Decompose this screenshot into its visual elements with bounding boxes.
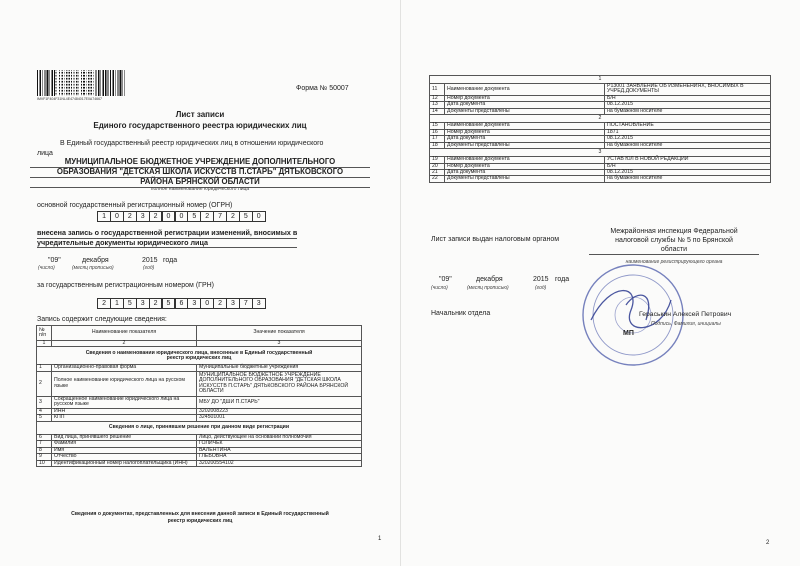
issue-date-cap-day: (число) [431, 285, 448, 291]
section-documents-title [30, 511, 370, 525]
row-value: Муниципальные бюджетные учреждения [197, 365, 362, 371]
info-table [36, 325, 362, 467]
ogrn-digit: 5 [239, 211, 253, 222]
grn-label: за государственным регистрационным номером (ГРН) [37, 282, 214, 289]
table-header-row [37, 326, 362, 341]
grn-digit: 2 [149, 298, 163, 309]
col-num-header: № п/п [37, 326, 52, 341]
row-num: 4 [37, 408, 52, 414]
row-value: Б/Н [605, 163, 771, 169]
record-text-line: учредительные документы юридического лица [37, 239, 297, 249]
section-documents-line: реестр юридических лиц [167, 517, 233, 524]
row-name: Имя [52, 447, 197, 453]
row-value: ПОСТАНОВЛЕНИЕ [605, 123, 771, 129]
section-title: Сведения о лице, принявшем решение при данном виде регистрации [37, 421, 362, 434]
row-num: 6 [37, 434, 52, 440]
ogrn-digit: 3 [136, 211, 150, 222]
row-value: на бумажном носителе [605, 142, 771, 148]
org-name [30, 158, 370, 188]
ogrn-digit: 7 [213, 211, 227, 222]
ogrn-digit: 2 [149, 211, 163, 222]
row-value: 324501001 [197, 415, 362, 421]
section-row [37, 347, 362, 365]
row-name: Документы представлены [445, 108, 605, 114]
row-num: 12 [430, 95, 445, 101]
row-value: 08.12.2015 [605, 136, 771, 142]
intro-line: В Единый государственный реестр юридических лиц в отношении юридического [60, 140, 324, 147]
row-value: УСТАВ ЮЛ В НОВОЙ РЕДАКЦИИ [605, 157, 771, 163]
page-number: 1 [378, 536, 382, 542]
row-name: Организационно-правовая форма [52, 365, 197, 371]
authority-line: Межрайонная инспекция Федеральной [610, 228, 738, 235]
page-right [400, 0, 800, 566]
row-value: ГЛЕБОВНА [197, 454, 362, 460]
ogrn-digit: 2 [123, 211, 137, 222]
row-value: МУНИЦИПАЛЬНОЕ БЮДЖЕТНОЕ УЧРЕЖДЕНИЕ ДОПОЛНИТЕЛЬНОГО ОБРАЗОВАНИЯ "ДЕТСКАЯ ШКОЛА ИСКУССТВ П.СТАРЬ" ДЯТЬКОВСКОГО РАЙОНА БРЯНСКОЙ ОБЛАСТИ [197, 371, 362, 396]
row-num: 5 [37, 415, 52, 421]
grn-digit: 2 [97, 298, 111, 309]
col-name-header: Наименование показателя [52, 326, 197, 341]
row-name: КПП [52, 415, 197, 421]
section-row [37, 421, 362, 434]
row-name: Номер документа [445, 95, 605, 101]
row-value: 08.12.2015 [605, 102, 771, 108]
row-num: 7 [37, 441, 52, 447]
col-index: 1 [37, 341, 52, 347]
row-name: Дата документа [445, 102, 605, 108]
row-value: на бумажном носителе [605, 108, 771, 114]
authority-caption: наименование регистрирующего органа [625, 259, 723, 265]
row-num: 9 [37, 454, 52, 460]
grn-digits [98, 298, 266, 309]
issued-label: Лист записи выдан налоговым органом [431, 236, 560, 243]
ogrn-digits [98, 211, 266, 222]
row-num: 18 [430, 142, 445, 148]
row-name: Сокращенное наименование юридического лица на русском языке [52, 396, 197, 408]
reg-date-year: 2015 [142, 257, 158, 264]
org-name-line: МУНИЦИПАЛЬНОЕ БЮДЖЕТНОЕ УЧРЕЖДЕНИЕ ДОПОЛНИТЕЛЬНОГО [30, 158, 370, 168]
row-name: Полное наименование юридического лица на русском языке [52, 371, 197, 396]
table-row [37, 460, 362, 466]
row-value: ВАЛЕНТИНА [197, 447, 362, 453]
grn-digit: 5 [162, 298, 176, 309]
row-name: Номер документа [445, 129, 605, 135]
org-name-line: РАЙОНА БРЯНСКОЙ ОБЛАСТИ [30, 178, 370, 188]
issue-date-cap-month: (месяц прописью) [467, 285, 509, 291]
row-num: 21 [430, 169, 445, 175]
authority-line: области [589, 246, 759, 256]
row-num: 22 [430, 176, 445, 182]
section-documents-line: Сведения о документах, представленных для внесения данной записи в Единый государственный [71, 511, 329, 517]
row-value: 08.12.2015 [605, 169, 771, 175]
table-row [37, 396, 362, 408]
record-text-line: внесена запись о государственной регистрации изменений, вносимых в [37, 228, 298, 237]
row-value: Б/Н [605, 95, 771, 101]
row-name: Дата документа [445, 169, 605, 175]
row-name: ИНН [52, 408, 197, 414]
row-value: 3202008223 [197, 408, 362, 414]
row-num: 17 [430, 136, 445, 142]
reg-date-cap-month: (месяц прописью) [72, 265, 114, 271]
intro-word: лица [37, 150, 53, 157]
grn-digit: 3 [187, 298, 201, 309]
ogrn-digit: 1 [97, 211, 111, 222]
row-num: 10 [37, 460, 52, 466]
group-number: 3 [430, 149, 771, 157]
org-name-caption: полное наименование юридического лица [150, 186, 250, 192]
row-num: 13 [430, 102, 445, 108]
row-name: Документы представлены [445, 176, 605, 182]
grn-digit: 6 [175, 298, 189, 309]
ogrn-digit: 0 [162, 211, 176, 222]
ogrn-digit: 0 [110, 211, 124, 222]
stamp-label: МП [623, 330, 634, 337]
issue-date-month: декабря [476, 276, 503, 283]
row-num: 3 [37, 396, 52, 408]
reg-date-day: "09" [48, 257, 61, 264]
row-name: Отчество [52, 454, 197, 460]
grn-digit: 0 [200, 298, 214, 309]
issue-date-suffix: года [555, 276, 570, 283]
group-number: 1 [430, 76, 771, 84]
section-title: Сведения о наименовании юридического лица, внесенные в Единый государственный реестр юридических лиц [37, 347, 362, 365]
reg-date-cap-day: (число) [38, 265, 55, 271]
issue-date-year: 2015 [533, 276, 549, 283]
reg-date-month: декабря [82, 257, 109, 264]
row-value: на бумажном носителе [605, 176, 771, 182]
row-num: 16 [430, 129, 445, 135]
grn-digit: 3 [226, 298, 240, 309]
doc-subtitle: Единого государственного реестра юридических лиц [93, 121, 307, 130]
table-row [430, 84, 771, 96]
barcode-image [37, 70, 125, 96]
contains-label: Запись содержит следующие сведения: [37, 316, 167, 323]
col-index: 3 [197, 341, 362, 347]
row-name: Дата документа [445, 136, 605, 142]
table-row [430, 176, 771, 182]
row-value: МБУ ДО "ДШИ П.СТАРЬ" [197, 396, 362, 408]
row-num: 1 [37, 365, 52, 371]
row-value: 320200554102 [197, 460, 362, 466]
row-value: ГОЛИЧЕК [197, 441, 362, 447]
row-name: Вид лица, принявшего решение [52, 434, 197, 440]
grn-digit: 1 [110, 298, 124, 309]
reg-date-suffix: года [163, 257, 178, 264]
row-name: Наименование документа [445, 157, 605, 163]
authority-line: налоговой службы № 5 по Брянской [615, 236, 733, 244]
issue-date-day: "09" [439, 276, 452, 283]
ogrn-digit: 5 [187, 211, 201, 222]
row-name: Фамилия [52, 441, 197, 447]
table-row [37, 371, 362, 396]
ogrn-digit: 0 [175, 211, 189, 222]
form-number: Форма № 50007 [296, 85, 349, 92]
row-value: 1871 [605, 129, 771, 135]
documents-table [429, 75, 771, 183]
issue-date-cap-year: (год) [535, 285, 547, 291]
col-index: 2 [52, 341, 197, 347]
grn-digit: 2 [213, 298, 227, 309]
grn-digit: 3 [252, 298, 266, 309]
ogrn-digit: 2 [226, 211, 240, 222]
row-num: 19 [430, 157, 445, 163]
reg-date-cap-year: (год) [143, 265, 155, 271]
ogrn-digit: 2 [200, 211, 214, 222]
signer-caption: Подпись, Фамилия, инициалы [651, 321, 721, 327]
grn-digit: 5 [123, 298, 137, 309]
page-number: 2 [766, 540, 770, 546]
signer-name: Гераськин Алексей Петрович [639, 311, 732, 318]
col-value-header: Значение показателя [197, 326, 362, 341]
row-num: 8 [37, 447, 52, 453]
authority-name [589, 228, 759, 255]
group-number: 2 [430, 115, 771, 123]
row-num: 15 [430, 123, 445, 129]
grn-digit: 3 [136, 298, 150, 309]
row-num: 20 [430, 163, 445, 169]
chief-label: Начальник отдела [431, 310, 491, 317]
row-name: Номер документа [445, 163, 605, 169]
grn-digit: 7 [239, 298, 253, 309]
barcode-text: IMVF1F404F31NL4E47484017E0A74667 [37, 97, 102, 101]
row-name: Наименование документа [445, 123, 605, 129]
row-name: Идентификационный номер налогоплательщика (ИНН) [52, 460, 197, 466]
row-num: 11 [430, 84, 445, 96]
row-name: Наименование документа [445, 84, 605, 96]
row-value: Лицо, действующее на основании полномочия [197, 434, 362, 440]
ogrn-digit: 0 [252, 211, 266, 222]
ogrn-label: основной государственный регистрационный номер (ОГРН) [37, 202, 233, 209]
row-name: Документы представлены [445, 142, 605, 148]
org-name-line: ОБРАЗОВАНИЯ "ДЕТСКАЯ ШКОЛА ИСКУССТВ П.СТАРЬ" ДЯТЬКОВСКОГО [30, 168, 370, 178]
row-num: 2 [37, 371, 52, 396]
row-num: 14 [430, 108, 445, 114]
record-text [37, 229, 297, 248]
row-value: Р13001 ЗАЯВЛЕНИЕ ОБ ИЗМЕНЕНИЯХ, ВНОСИМЫХ В УЧРЕД.ДОКУМЕНТЫ [605, 84, 771, 96]
doc-title: Лист записи [175, 110, 225, 119]
